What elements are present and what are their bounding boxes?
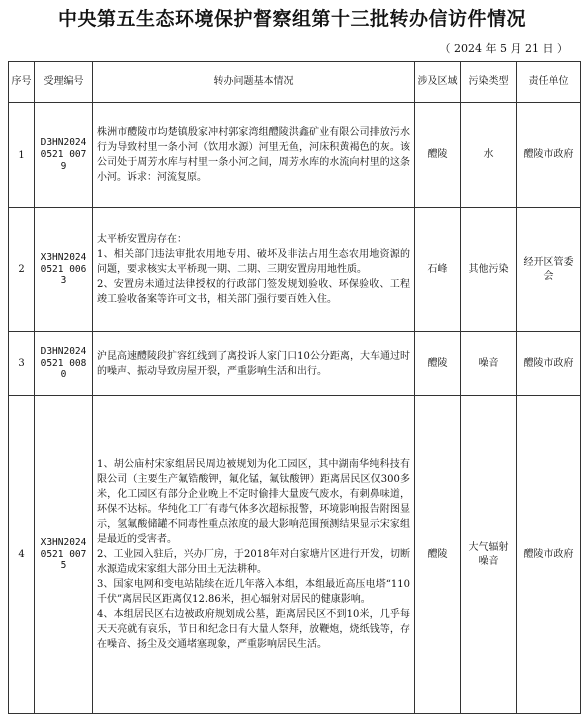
content-paragraph: 沪昆高速醴陵段扩容红线到了离投诉人家门口10公分距离，大车通过时的噪声、振动导致房屋开裂，严重影响生活和出行。 — [97, 350, 410, 377]
row-unit: 醴陵市政府 — [517, 332, 581, 396]
row-index: 4 — [9, 396, 35, 714]
content-paragraph: 4、本组居民区右边被政府规划成公墓，距离居民区不到10米，几乎每天天亮就有哀乐，节日和纪念日有大量人祭拜，放鞭炮，烧纸钱等，存在噪音、扬尘及交通堵塞现象，严重影响居民生活。 — [97, 609, 410, 650]
row-region: 醴陵 — [415, 396, 461, 714]
table-row — [9, 103, 581, 208]
header-pollution: 污染类型 — [461, 62, 517, 103]
table-row — [9, 396, 581, 714]
row-region: 醴陵 — [415, 103, 461, 208]
row-region: 醴陵 — [415, 332, 461, 396]
row-index: 1 — [9, 103, 35, 208]
header-unit: 责任单位 — [517, 62, 581, 103]
content-paragraph: 1、相关部门违法审批农用地专用、破坏及非法占用生态农用地资源的问题，要求核实太平桥现一期、二期、三期安置房用地性质。 — [97, 249, 410, 275]
row-pollution: 大气辐射噪音 — [461, 396, 517, 714]
row-unit: 经开区管委会 — [517, 208, 581, 332]
row-content — [93, 332, 415, 396]
row-code: X3HN20240521 0063 — [35, 208, 93, 332]
content-paragraph: 2、安置房未通过法律授权的行政部门签发规划验收、环保验收、工程竣工验收备案等许可文书，相关部门强行要百姓入住。 — [97, 279, 410, 305]
header-content: 转办问题基本情况 — [93, 62, 415, 103]
table-row — [9, 208, 581, 332]
row-index: 2 — [9, 208, 35, 332]
row-content — [93, 208, 415, 332]
row-code: D3HN20240521 0080 — [35, 332, 93, 396]
petition-table — [8, 61, 581, 714]
row-unit: 醴陵市政府 — [517, 103, 581, 208]
content-paragraph: 太平桥安置房存在： — [97, 234, 187, 245]
content-paragraph: 株洲市醴陵市均楚镇殷家冲村郭家湾组醴陵洪鑫矿业有限公司排放污水行为导致村里一条小河（饮用水源）河里无鱼，河床积黄褐色的灰。该公司处于周芳水库与村里一条小河之间，周芳水库的水流向村里的这条小河。诉求：河流复原。 — [97, 127, 410, 183]
row-pollution: 水 — [461, 103, 517, 208]
row-code: X3HN20240521 0075 — [35, 396, 93, 714]
document-date: （ 2024 年 5 月 21 日 ） — [439, 42, 568, 55]
header-code: 受理编号 — [35, 62, 93, 103]
row-code: D3HN20240521 0079 — [35, 103, 93, 208]
header-row — [9, 62, 581, 103]
content-paragraph: 3、国家电网和变电站陆续在近几年落入本组，本组最近高压电塔“110千伏”离居民区距离仅12.86米，担心辐射对居民的健康影响。 — [97, 579, 410, 605]
header-index: 序号 — [9, 62, 35, 103]
header-region: 涉及区域 — [415, 62, 461, 103]
row-index: 3 — [9, 332, 35, 396]
row-pollution: 噪音 — [461, 332, 517, 396]
document-title: 中央第五生态环境保护督察组第十三批转办信访件情况 — [57, 8, 526, 30]
row-unit: 醴陵市政府 — [517, 396, 581, 714]
row-region: 石峰 — [415, 208, 461, 332]
table-row — [9, 332, 581, 396]
row-content — [93, 396, 415, 714]
content-paragraph: 2、工业园入驻后，兴办厂房，于2018年对白家塘片区进行开发，切断水源造成宋家组大部分田土无法耕种。 — [97, 549, 410, 575]
row-pollution: 其他污染 — [461, 208, 517, 332]
row-content — [93, 103, 415, 208]
content-paragraph: 1、胡公庙村宋家组居民周边被规划为化工园区，其中湖南华纯科技有限公司（主要生产氟锆酸钾，氟化锰，氟钛酸钾）距离居民区仅300多米，化工园区有部分企业晚上不定时偷排大量废气废水，有刺鼻味道，环保不达标。华纯化工厂有毒气体多次超标报警，环境影响报告附图显示，氢氟酸储罐不同毒性重点浓度的最大影响范围预测结果显示宋家组是最近的受害者。 — [97, 459, 410, 545]
